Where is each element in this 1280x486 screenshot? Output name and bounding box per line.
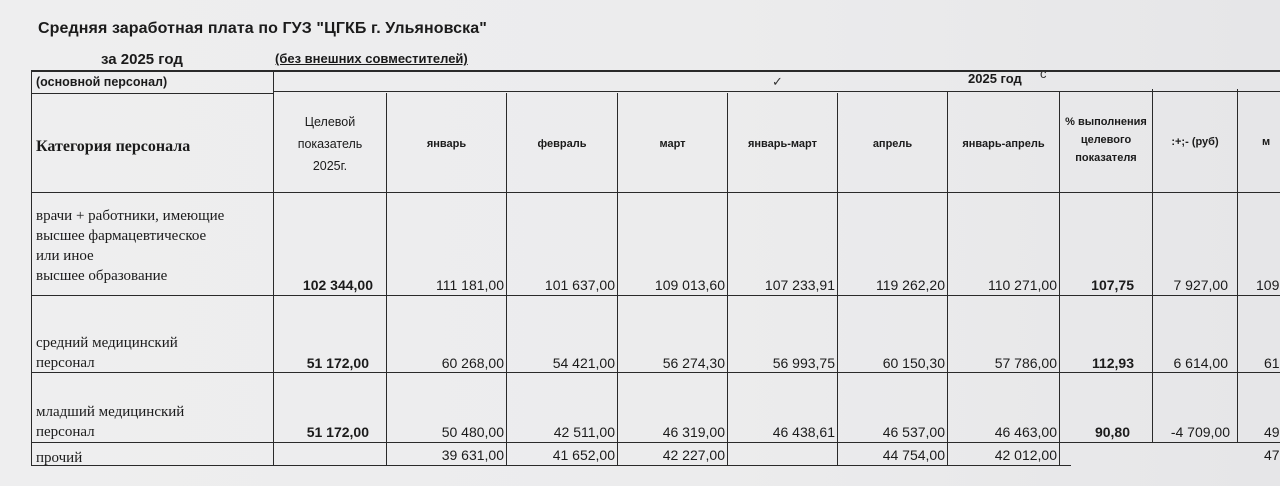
row4-jan: 39 631,00 <box>441 447 504 463</box>
row3-jan-apr: 46 463,00 <box>994 424 1057 440</box>
grid-line <box>1237 89 1238 443</box>
grid-line <box>273 70 274 466</box>
row2-category-line: средний медицинский <box>36 335 178 351</box>
row3-target: 51 172,00 <box>306 424 369 440</box>
grid-line <box>386 93 387 466</box>
row1-apr: 119 262,20 <box>875 277 945 293</box>
row2-next: 61 <box>1264 355 1280 371</box>
row2-mar: 56 274,30 <box>662 355 725 371</box>
row1-diff: 7 927,00 <box>1173 277 1228 293</box>
row2-category-line: персонал <box>36 355 95 371</box>
row3-diff: -4 709,00 <box>1170 424 1230 440</box>
row3-mar: 46 319,00 <box>662 424 725 440</box>
row3-category-line: младший медицинский <box>36 404 185 420</box>
row4-mar: 42 227,00 <box>662 447 725 463</box>
row1-mar: 109 013,60 <box>654 277 725 293</box>
diff-column-header: :+;- (руб) <box>1171 135 1219 148</box>
grid-line <box>31 295 1280 296</box>
row2-feb: 54 421,00 <box>552 355 615 371</box>
row2-jan: 60 268,00 <box>441 355 504 371</box>
row2-jan-apr: 57 786,00 <box>994 355 1057 371</box>
row3-jan: 50 480,00 <box>441 424 504 440</box>
pen-mark: ✓ <box>772 74 783 89</box>
row2-apr: 60 150,30 <box>882 355 945 371</box>
grid-line <box>31 372 1280 373</box>
pct-column-header: % выполнения целевого показателя <box>1065 116 1147 164</box>
grid-line <box>31 465 1071 466</box>
next-column-header: м <box>1262 135 1271 148</box>
row3-feb: 42 511,00 <box>553 424 615 440</box>
row1-pct: 107,75 <box>1091 277 1134 293</box>
pen-mark: c <box>1040 66 1047 81</box>
jan-apr-column-header: январь-апрель <box>962 137 1045 150</box>
row4-jan-apr: 42 012,00 <box>994 447 1057 463</box>
row2-category <box>36 333 178 373</box>
row1-feb: 101 637,00 <box>544 277 615 293</box>
report-note: (без внешних совместителей) <box>275 51 468 66</box>
grid-line <box>617 93 618 466</box>
row1-category-line: или иное <box>36 248 94 264</box>
feb-column-header: февраль <box>537 137 587 150</box>
row1-jan: 111 181,00 <box>436 277 504 293</box>
grid-line <box>947 91 948 466</box>
mar-column-header: март <box>659 137 686 150</box>
grid-line <box>31 70 1280 72</box>
row4-next: 47 <box>1264 447 1280 463</box>
row3-category-line: персонал <box>36 424 95 440</box>
grid-line <box>506 93 507 466</box>
apr-column-header: апрель <box>872 137 913 150</box>
row3-pct: 90,80 <box>1094 424 1130 440</box>
row2-diff: 6 614,00 <box>1173 355 1228 371</box>
row1-category-line: врачи + работники, имеющие <box>36 208 225 224</box>
row4-category: прочий <box>36 450 83 466</box>
row1-category-line: высшее образование <box>36 268 168 284</box>
row1-jan-apr: 110 271,00 <box>987 277 1057 293</box>
row2-jan-mar: 56 993,75 <box>772 355 835 371</box>
grid-line <box>273 91 1280 92</box>
grid-line <box>1059 91 1060 466</box>
category-column-header: Категория персонала <box>36 138 191 155</box>
row2-pct: 112,93 <box>1091 355 1134 371</box>
row3-apr: 46 537,00 <box>882 424 945 440</box>
row1-next: 109 <box>1256 277 1280 293</box>
row1-target: 102 344,00 <box>302 277 373 293</box>
year-group-label: 2025 год <box>968 71 1022 86</box>
report-period: за 2025 год <box>101 51 183 68</box>
grid-line <box>1152 89 1153 443</box>
row4-feb: 41 652,00 <box>552 447 615 463</box>
grid-line <box>31 93 273 94</box>
grid-line <box>837 93 838 466</box>
row1-category-line: высшее фармацевтическое <box>36 228 207 244</box>
row3-jan-mar: 46 438,61 <box>772 424 835 440</box>
grid-line <box>727 93 728 466</box>
row1-category <box>36 206 224 286</box>
document-title: Средняя заработная плата по ГУЗ "ЦГКБ г. Ульяновска" <box>38 20 487 37</box>
row3-next: 49 <box>1264 424 1280 440</box>
jan-column-header: январь <box>426 137 467 150</box>
row3-category <box>36 402 184 442</box>
grid-line <box>31 442 1280 443</box>
staff-group-label: (основной персонал) <box>36 75 168 89</box>
row1-jan-mar: 107 233,91 <box>764 277 835 293</box>
grid-line <box>31 192 1280 193</box>
row2-target: 51 172,00 <box>306 355 369 371</box>
grid-line <box>31 70 32 466</box>
target-column-header: Целевой показатель 2025г. <box>297 115 363 173</box>
row4-apr: 44 754,00 <box>882 447 945 463</box>
jan-mar-column-header: январь-март <box>747 137 817 150</box>
